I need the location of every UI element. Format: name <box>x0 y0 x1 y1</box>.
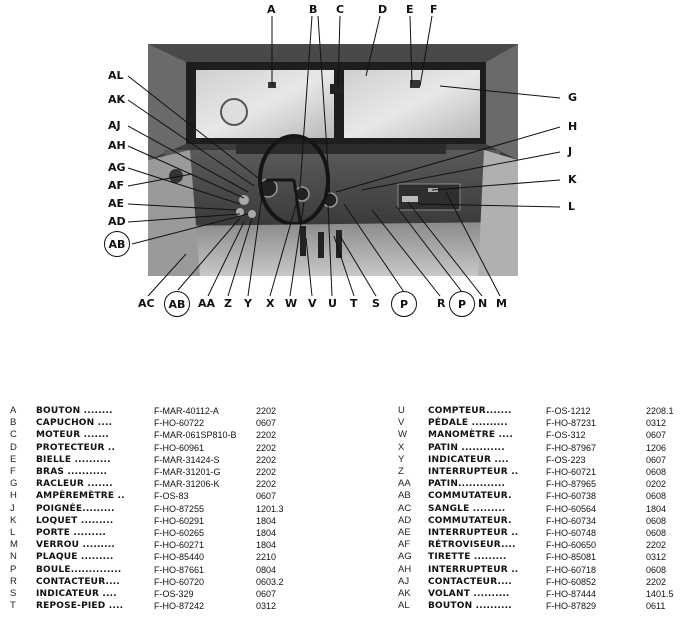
table-row <box>398 503 674 515</box>
table-row <box>10 551 284 563</box>
part-num: 0804 <box>256 564 277 575</box>
part-ref: F-HO-60650 <box>546 540 597 551</box>
table-row <box>10 490 284 502</box>
part-name: INTERRUPTEUR .. <box>428 564 519 575</box>
part-num: 0608 <box>646 564 667 575</box>
part-ref: F-MAR-31424-S <box>154 454 220 465</box>
part-num: 2202 <box>646 576 667 587</box>
part-num: 0312 <box>256 601 277 612</box>
part-ref: F-HO-85440 <box>154 552 205 563</box>
part-code: L <box>10 527 16 539</box>
table-row <box>398 515 674 527</box>
callout-label: J <box>568 145 573 158</box>
part-ref: F-MAR-31201-G <box>154 467 221 478</box>
part-num: 0312 <box>646 418 667 429</box>
callout-label: AE <box>108 197 125 210</box>
part-name: MOTEUR ....... <box>36 430 109 441</box>
part-name: COMPTEUR....... <box>428 406 512 416</box>
part-num: 1804 <box>256 515 277 526</box>
table-row <box>398 429 674 441</box>
part-ref: F-HO-60961 <box>154 442 205 453</box>
part-name: COMMUTATEUR. <box>428 491 512 502</box>
part-num: 2202 <box>256 406 277 416</box>
part-code: S <box>10 588 17 600</box>
callout-label: U <box>328 297 337 310</box>
part-ref: F-OS-312 <box>546 430 586 441</box>
part-name: BOUTON ........ <box>36 406 113 416</box>
part-code: P <box>10 563 17 575</box>
part-num: 2208.1 <box>646 406 674 416</box>
table-row <box>398 600 674 612</box>
part-code: AH <box>398 563 412 575</box>
part-name: PÉDALE .......... <box>428 418 508 429</box>
table-row <box>398 551 674 563</box>
part-code: U <box>398 405 405 416</box>
table-row <box>10 405 284 417</box>
callout-label: T <box>350 297 358 310</box>
part-num: 1206 <box>646 442 667 453</box>
part-name: RACLEUR ....... <box>36 479 113 490</box>
part-name: LOQUET ......... <box>36 515 114 526</box>
table-row <box>10 417 284 429</box>
part-name: MANOMÈTRE .... <box>428 430 514 441</box>
callout-label: AF <box>108 179 125 192</box>
part-name: INDICATEUR .... <box>428 454 509 465</box>
table-row <box>10 515 284 527</box>
part-name: RÉTROVISEUR.... <box>428 540 516 551</box>
part-num: 1804 <box>256 528 277 539</box>
callout-label-circled: AB <box>104 231 130 257</box>
part-name: POIGNÉE......... <box>36 503 115 514</box>
part-code: AE <box>398 527 411 539</box>
callout-label: F <box>430 3 438 16</box>
part-ref: F-HO-87444 <box>546 589 597 600</box>
table-row <box>398 454 674 466</box>
part-name: VERROU ......... <box>36 540 116 551</box>
part-num: 0608 <box>646 491 667 502</box>
callout-label-circled: P <box>391 291 417 317</box>
part-ref: F-HO-60720 <box>154 576 205 587</box>
part-ref: F-HO-60271 <box>154 540 205 551</box>
callout-label: AA <box>198 297 216 310</box>
part-ref: F-HO-60718 <box>546 564 597 575</box>
part-num: 0607 <box>256 418 277 429</box>
part-code: C <box>10 429 17 441</box>
part-name: BOUTON .......... <box>428 601 512 612</box>
part-ref: F-HO-60734 <box>546 515 597 526</box>
part-num: 1804 <box>256 540 277 551</box>
part-num: 0608 <box>646 528 667 539</box>
part-ref: F-OS-223 <box>546 454 586 465</box>
part-code: B <box>10 417 17 429</box>
table-row <box>10 466 284 478</box>
part-name: INTERRUPTEUR .. <box>428 467 519 478</box>
part-ref: F-HO-87242 <box>154 601 205 612</box>
part-ref: F-OS-329 <box>154 589 194 600</box>
part-ref: F-HO-87661 <box>154 564 205 575</box>
table-row <box>10 503 284 515</box>
part-num: 0608 <box>646 467 667 478</box>
part-code: X <box>398 441 405 453</box>
part-code: F <box>10 466 16 478</box>
table-row <box>398 478 674 490</box>
table-row <box>10 576 284 588</box>
part-name: BRAS ........... <box>36 467 108 478</box>
table-row <box>10 429 284 441</box>
part-num: 2202 <box>256 454 277 465</box>
part-code: T <box>10 600 16 612</box>
table-row <box>398 527 674 539</box>
part-name: INDICATEUR .... <box>36 589 117 600</box>
part-ref: F-OS-1212 <box>546 406 591 416</box>
table-row <box>398 588 674 600</box>
part-num: 0607 <box>646 454 667 465</box>
part-ref: F-HO-87967 <box>546 442 597 453</box>
part-code: AF <box>398 539 411 551</box>
part-ref: F-OS-83 <box>154 491 189 502</box>
part-num: 2210 <box>256 552 277 563</box>
callout-label: N <box>478 297 488 310</box>
table-row <box>398 466 674 478</box>
part-num: 0608 <box>646 515 667 526</box>
part-num: 0611 <box>646 601 666 612</box>
part-num: 0202 <box>646 479 667 490</box>
part-ref: F-MAR-31206-K <box>154 479 220 490</box>
callout-label: V <box>308 297 317 310</box>
callout-label-circled: P <box>449 291 475 317</box>
part-name: CAPUCHON .... <box>36 418 113 429</box>
table-row <box>398 564 674 576</box>
part-name: PATIN ............ <box>428 442 505 453</box>
table-row <box>398 417 674 429</box>
part-code: AB <box>398 490 411 502</box>
part-name: SANGLE ......... <box>428 503 506 514</box>
part-code: K <box>10 514 17 526</box>
part-name: PORTE ......... <box>36 528 106 539</box>
callout-label: R <box>437 297 446 310</box>
part-code: AG <box>398 551 412 563</box>
part-code: N <box>10 551 17 563</box>
part-code: Y <box>398 453 405 465</box>
part-code: AK <box>398 588 411 600</box>
table-row <box>10 454 284 466</box>
part-ref: F-HO-87231 <box>546 418 597 429</box>
part-ref: F-HO-60564 <box>546 503 597 514</box>
callout-label: B <box>309 3 318 16</box>
callout-label: AC <box>138 297 155 310</box>
part-name: PATIN............. <box>428 479 506 490</box>
callout-label: Z <box>224 297 232 310</box>
part-code: AJ <box>398 575 410 587</box>
table-row <box>10 442 284 454</box>
part-num: 1804 <box>646 503 667 514</box>
part-name: INTERRUPTEUR .. <box>428 528 519 539</box>
table-row <box>10 527 284 539</box>
part-num: 1401.5 <box>646 589 674 600</box>
callout-label: AL <box>108 69 124 82</box>
part-num: 0607 <box>256 491 277 502</box>
callout-label: E <box>406 3 414 16</box>
table-row <box>398 405 674 417</box>
part-ref: F-HO-60291 <box>154 515 205 526</box>
part-name: PLAQUE ......... <box>36 552 114 563</box>
part-code: AC <box>398 502 412 514</box>
table-row <box>10 478 284 490</box>
part-ref: F-HO-60748 <box>546 528 597 539</box>
part-code: V <box>398 417 405 429</box>
callout-label: AJ <box>108 119 121 132</box>
part-num: 0312 <box>646 552 667 563</box>
callout-label: AH <box>108 139 126 152</box>
callout-label: A <box>267 3 276 16</box>
callout-label: G <box>568 91 578 104</box>
callout-label: X <box>266 297 275 310</box>
table-row <box>10 539 284 551</box>
table-row <box>10 564 284 576</box>
part-code: E <box>10 453 17 465</box>
part-code: J <box>10 502 15 514</box>
table-row <box>10 600 284 612</box>
part-num: 2202 <box>256 442 277 453</box>
part-code: H <box>10 490 17 502</box>
parts-table-left <box>10 405 284 612</box>
part-code: AD <box>398 514 412 526</box>
callout-label: D <box>378 3 388 16</box>
part-ref: F-HO-60265 <box>154 528 205 539</box>
part-ref: F-HO-87965 <box>546 479 597 490</box>
callout-label: S <box>372 297 380 310</box>
part-num: 2202 <box>646 540 667 551</box>
part-name: VOLANT .......... <box>428 589 510 600</box>
part-name: COMMUTATEUR. <box>428 515 512 526</box>
part-name: AMPÈREMÈTRE .. <box>36 491 125 502</box>
part-name: BIELLE .......... <box>36 454 111 465</box>
part-name: BOULE.............. <box>36 564 122 575</box>
callout-label: AK <box>108 93 126 106</box>
part-ref: F-HO-60722 <box>154 418 205 429</box>
part-num: 1201.3 <box>256 503 284 514</box>
table-row <box>398 442 674 454</box>
part-code: G <box>10 478 18 490</box>
callout-label: H <box>568 120 578 133</box>
part-name: TIRETTE ......... <box>428 552 507 563</box>
callout-label: Y <box>244 297 252 310</box>
part-ref: F-HO-60852 <box>546 576 597 587</box>
table-row <box>398 539 674 551</box>
part-num: 2202 <box>256 479 277 490</box>
part-code: M <box>10 539 18 551</box>
callout-label: W <box>285 297 298 310</box>
table-row <box>10 588 284 600</box>
callout-label: AD <box>108 215 126 228</box>
part-code: AA <box>398 478 411 490</box>
part-num: 2202 <box>256 430 277 441</box>
callout-label: AG <box>108 161 126 174</box>
part-name: CONTACTEUR.... <box>428 576 512 587</box>
callout-label: L <box>568 200 576 213</box>
parts-table-right <box>398 405 674 612</box>
part-ref: F-HO-60738 <box>546 491 597 502</box>
part-code: R <box>10 575 17 587</box>
part-code: AL <box>398 600 410 612</box>
callout-label: C <box>336 3 345 16</box>
part-ref: F-HO-85081 <box>546 552 597 563</box>
table-row <box>398 490 674 502</box>
part-num: 2202 <box>256 467 277 478</box>
part-ref: F-HO-87829 <box>546 601 597 612</box>
part-ref: F-MAR-40112-A <box>154 406 219 416</box>
callout-label: M <box>496 297 507 310</box>
part-code: W <box>398 429 407 441</box>
part-code: A <box>10 405 17 416</box>
part-code: Z <box>398 466 404 478</box>
part-ref: F-HO-87255 <box>154 503 205 514</box>
part-ref: F-MAR-061SP810-B <box>154 430 237 441</box>
part-ref: F-HO-60721 <box>546 467 597 478</box>
part-name: CONTACTEUR.... <box>36 576 120 587</box>
table-row <box>398 576 674 588</box>
part-num: 0607 <box>646 430 667 441</box>
callout-label: K <box>568 173 577 186</box>
part-code: D <box>10 441 17 453</box>
callout-label-circled: AB <box>164 291 190 317</box>
part-num: 0607 <box>256 589 277 600</box>
part-name: REPOSE-PIED .... <box>36 601 124 612</box>
part-num: 0603.2 <box>256 576 284 587</box>
part-name: PROTECTEUR .. <box>36 442 116 453</box>
